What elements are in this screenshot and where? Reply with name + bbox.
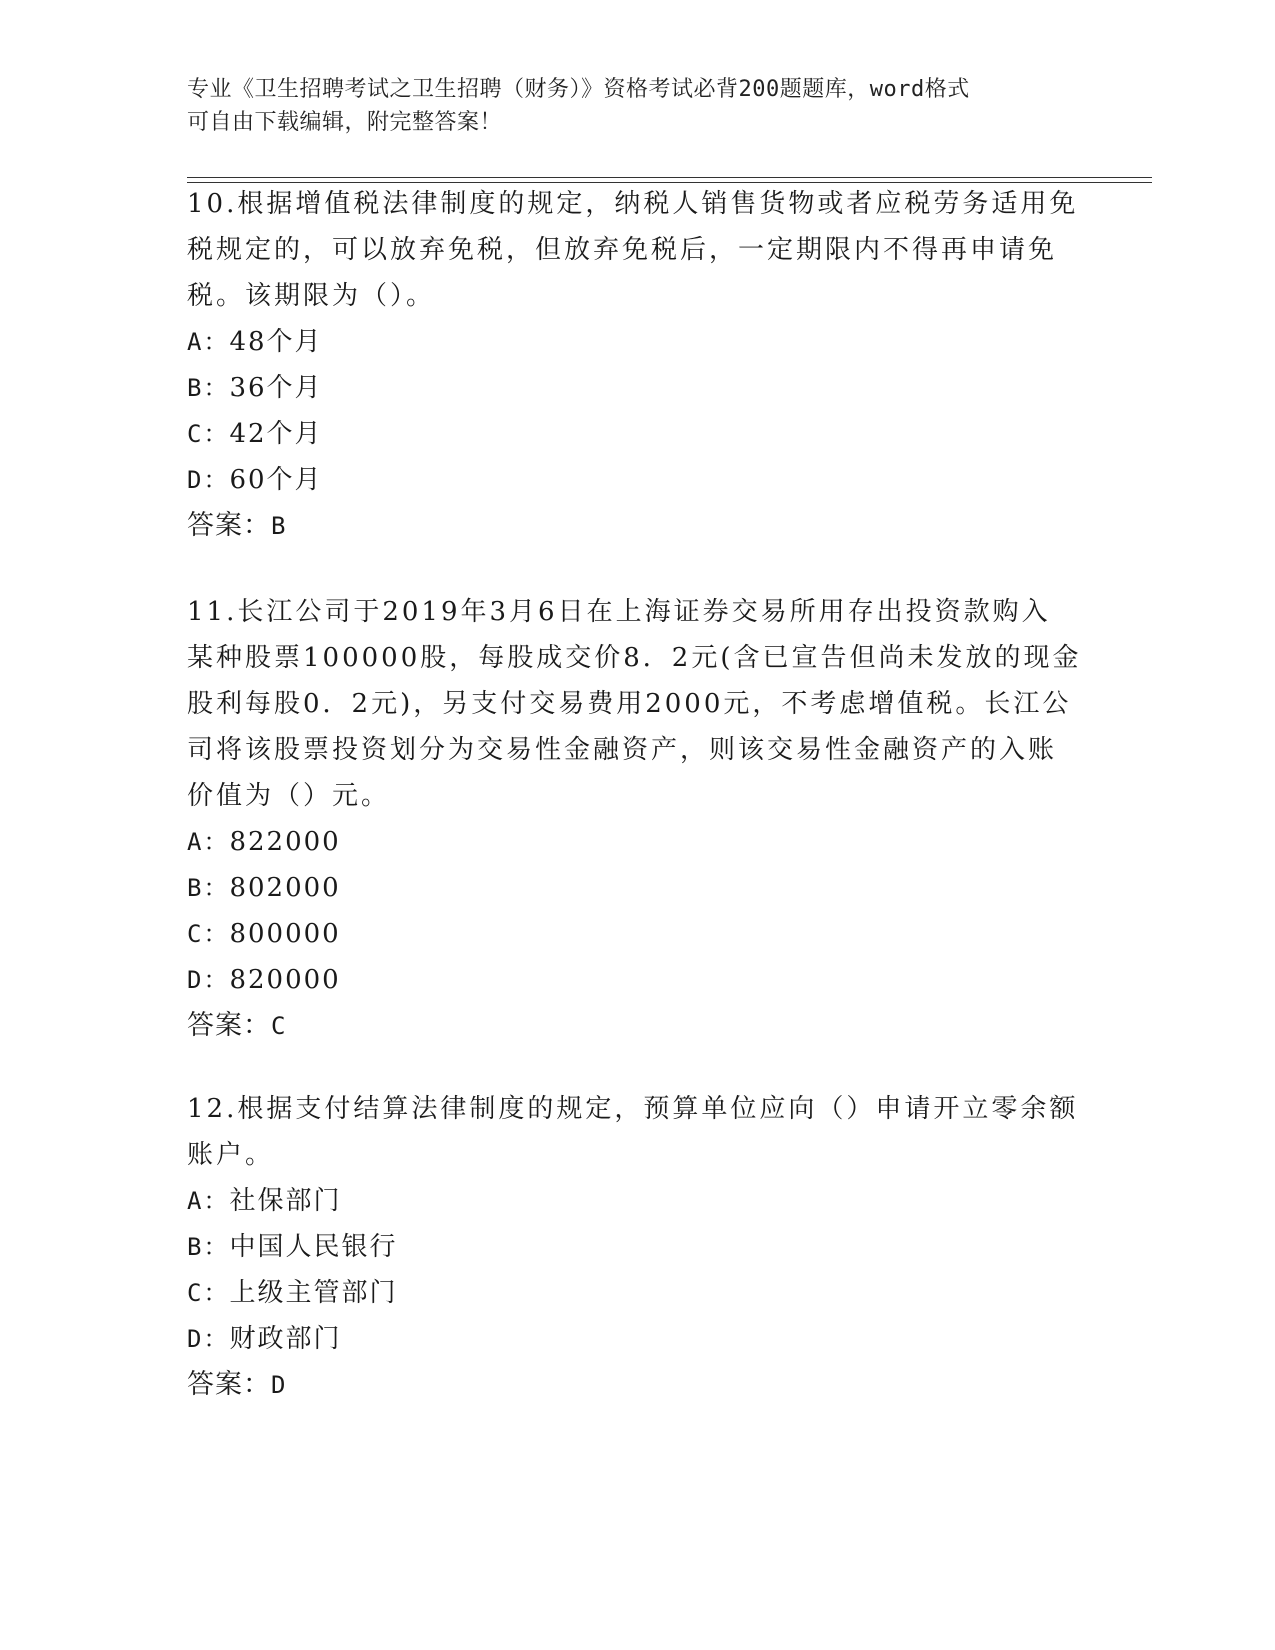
option-c: C：42个月 [187,419,323,449]
question-line: 12.根据支付结算法律制度的规定，预算单位应向（）申请开立零余额 [187,1094,1079,1124]
option-c: C：800000 [187,919,341,949]
option-b: B：802000 [187,873,341,903]
option-d: D：财政部门 [187,1324,342,1354]
option-b: B：36个月 [187,373,323,403]
header-line-1: 专业《卫生招聘考试之卫生招聘（财务）》资格考试必背200题题库，word格式 [187,77,970,102]
header-divider-top [187,177,1152,178]
question-10 [187,181,1092,549]
answer: 答案：D [187,1369,287,1400]
option-a: A：822000 [187,827,341,857]
question-line: 10.根据增值税法律制度的规定，纳税人销售货物或者应税劳务适用免 [187,189,1079,219]
option-d: D：820000 [187,965,341,995]
header-line-2: 可自由下载编辑，附完整答案！ [187,110,503,135]
option-a: A：48个月 [187,327,323,357]
question-line: 某种股票100000股，每股成交价8．2元(含已宣告但尚未发放的现金 [187,643,1082,673]
option-b: B：中国人民银行 [187,1232,398,1262]
question-line: 股利每股0．2元)，另支付交易费用2000元，不考虑增值税。长江公 [187,689,1072,719]
question-11 [187,589,1092,1049]
question-line: 司将该股票投资划分为交易性金融资产，则该交易性金融资产的入账 [187,735,1058,765]
question-line: 税规定的，可以放弃免税，但放弃免税后，一定期限内不得再申请免 [187,235,1058,265]
question-line: 价值为（）元。 [187,781,391,811]
question-12 [187,1086,1092,1408]
option-d: D：60个月 [187,465,323,495]
option-c: C：上级主管部门 [187,1278,398,1308]
question-line: 税。该期限为（）。 [187,281,436,311]
document-header [187,73,1087,139]
option-a: A：社保部门 [187,1186,342,1216]
question-line: 账户。 [187,1140,275,1170]
question-line: 11.长江公司于2019年3月6日在上海证券交易所用存出投资款购入 [187,597,1051,627]
answer: 答案：C [187,1010,287,1041]
answer: 答案：B [187,510,287,541]
